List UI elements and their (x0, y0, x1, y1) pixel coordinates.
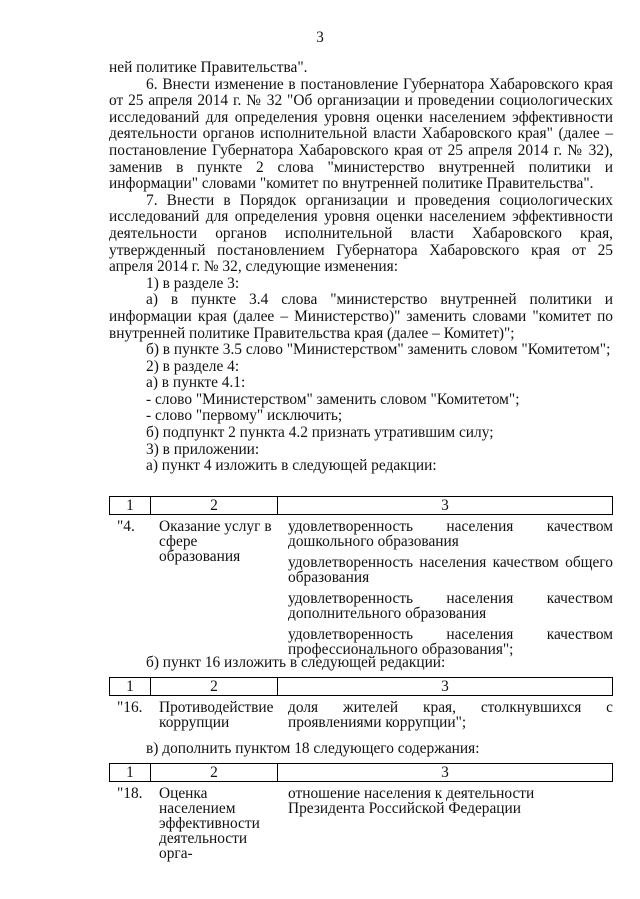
indicator: доля жителей края, столкнувшихся с проявлениями коррупции"; (288, 699, 613, 731)
row-indicators (282, 519, 613, 663)
table-header (109, 496, 613, 515)
paragraph: 3) в приложении: (146, 440, 260, 458)
indicator: удовлетворенность населения качеством дополнительного образования (288, 590, 613, 622)
row-name: Противодействие коррупции (159, 699, 274, 731)
header-cell: 3 (441, 678, 449, 695)
row-number: "18. (117, 785, 143, 802)
paragraph: - слово "первому" исключить; (146, 407, 343, 425)
row-indicators (282, 700, 613, 736)
paragraph: 6. Внести изменение в постановление Губернатора Хабаровского края от 25 апреля 2014 г. № 32 "Об организации и проведении социологических исследований для определения уровня оценки населением эффективности деятельности органов исполнительной власти Хабаровского края" (далее – постановление Губернатора Хабаровского края от 25 апреля 2014 г. № 32), заменив в пункте 2 слова "министерство внутренней политики и информации" словами "комитет по внутренней политике Правительства". (109, 75, 613, 193)
table-3 (109, 763, 613, 861)
header-cell: 1 (110, 764, 151, 781)
table-header (109, 677, 613, 696)
header-cell: 3 (441, 497, 449, 514)
table-1 (109, 496, 613, 663)
paragraph: 1) в разделе 3: (146, 274, 240, 292)
indicator: удовлетворенность населения качеством дошкольного образования (288, 518, 613, 550)
paragraph: - слово "Министерством" заменить словом "Комитетом"; (146, 390, 520, 408)
body-text (109, 60, 613, 475)
table-header (109, 763, 613, 782)
between-text-2: в) дополнить пунктом 18 следующего содержания: (146, 740, 480, 757)
paragraph: а) в пункте 4.1: (146, 374, 246, 392)
between-text-1: б) пункт 16 изложить в следующей редакции: (146, 654, 446, 671)
table-row (109, 519, 613, 663)
paragraph: а) пункт 4 изложить в следующей редакции: (146, 457, 437, 475)
row-name: Оказание услуг в сфере образования (159, 518, 272, 565)
row-number: "4. (117, 518, 135, 535)
header-cell: 2 (151, 764, 278, 781)
table-2 (109, 677, 613, 736)
paragraph: ней политике Правительства". (109, 59, 308, 76)
indicator: удовлетворенность населения качеством общего образования (288, 554, 613, 586)
page-number: 3 (316, 29, 324, 46)
header-cell: 2 (151, 678, 278, 695)
paragraph: б) подпункт 2 пункта 4.2 признать утратившим силу; (146, 424, 494, 442)
header-cell: 3 (441, 764, 449, 781)
row-name: Оценка населением эффективности деятельности орга- (159, 785, 260, 862)
header-cell: 1 (110, 678, 151, 695)
header-cell: 1 (110, 497, 151, 514)
paragraph: б) в пункте 3.5 слово "Министерством" заменить словом "Комитетом"; (146, 341, 611, 359)
indicator: удовлетворенность населения качеством профессионального образования"; (288, 626, 613, 658)
paragraph: 2) в разделе 4: (146, 357, 240, 375)
row-indicators (282, 786, 613, 861)
table-row (109, 786, 613, 861)
paragraph: 7. Внести в Порядок организации и проведения социологических исследований для определения уровня оценки населением эффективности деятельности органов исполнительной власти Хабаровского края, утвержденный постановлением Губернатора Хабаровского края от 25 апреля 2014 г. № 32, следующие изменения: (109, 191, 613, 276)
paragraph: а) в пункте 3.4 слова "министерство внутренней политики и информации края (далее – Министерство)" заменить словами "комитет по внутренней политике Правительства края (далее – Комитет)"; (109, 291, 613, 342)
row-number: "16. (117, 699, 143, 716)
table-row (109, 700, 613, 736)
indicator: отношение населения к деятельности Президента Российской Федерации (288, 785, 535, 817)
header-cell: 2 (151, 497, 278, 514)
